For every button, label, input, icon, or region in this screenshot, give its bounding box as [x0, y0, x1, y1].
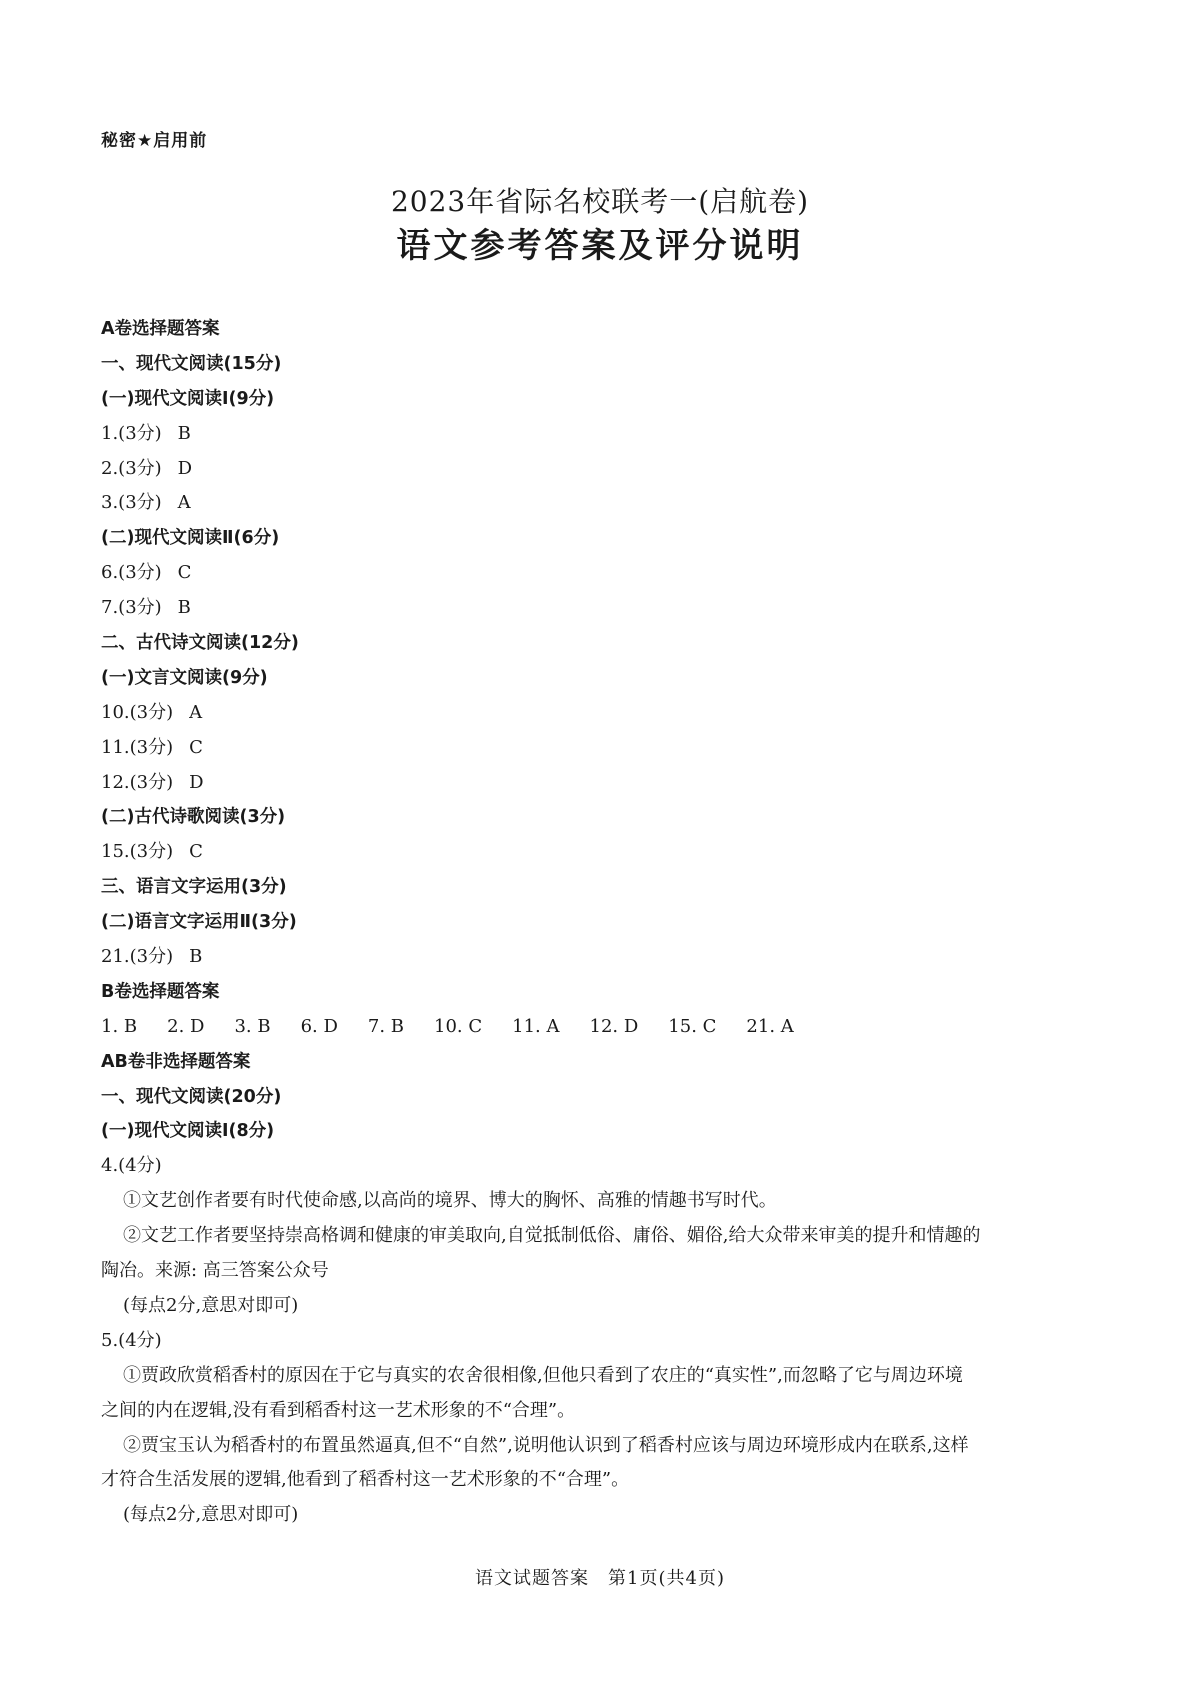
subsection-heading: (一)现代文阅读Ⅰ(8分)	[101, 1121, 275, 1142]
question-label: 7.(3分)	[101, 597, 162, 619]
b-answer: 10. C	[434, 1015, 483, 1037]
b-answer: 15. C	[668, 1015, 717, 1037]
question-label: 2.(3分)	[101, 457, 162, 479]
q5-point-2-cont: 才符合生活发展的逻辑,他看到了稻香村这一艺术形象的不“合理”。	[101, 1469, 630, 1491]
page-footer: 语文试题答案 第1页(共4页)	[475, 1568, 725, 1589]
question-label: 6.(3分)	[101, 562, 162, 584]
exam-title: 2023年省际名校联考一(启航卷)	[390, 185, 810, 218]
answer-line	[101, 835, 1111, 870]
section-heading: 三、语言文字运用(3分)	[101, 877, 287, 898]
section-heading: 一、现代文阅读(15分)	[101, 353, 282, 374]
q4-point-2-cont: 陶冶。来源: 高三答案公众号	[101, 1260, 329, 1282]
answer-line	[101, 731, 1111, 766]
answer-line	[101, 591, 1111, 626]
answer-line	[101, 486, 1111, 521]
answer-value: B	[177, 597, 191, 619]
question-label: 21.(3分)	[101, 946, 174, 968]
answer-line	[101, 940, 1111, 975]
b-answer: 21. A	[746, 1015, 794, 1037]
q5-point-1: ①贾政欣赏稻香村的原因在于它与真实的农舍很相像,但他只看到了农庄的“真实性”,而忽略了它与周边环境	[123, 1364, 963, 1386]
answer-value: C	[189, 736, 203, 758]
b-volume-heading: B卷选择题答案	[101, 981, 220, 1002]
answer-value: B	[177, 422, 191, 444]
question-label: 15.(3分)	[101, 841, 174, 863]
question-label: 12.(3分)	[101, 771, 174, 793]
section-heading: 二、古代诗文阅读(12分)	[101, 633, 299, 654]
answer-value: B	[189, 946, 203, 968]
answer-value: D	[189, 771, 204, 793]
question-label: 11.(3分)	[101, 736, 174, 758]
document-title: 语文参考答案及评分说明	[396, 226, 804, 266]
q4-point-1: ①文艺创作者要有时代使命感,以高尚的境界、博大的胸怀、高雅的情趣书写时代。	[123, 1190, 777, 1212]
b-answer: 6. D	[300, 1015, 338, 1037]
b-answer: 2. D	[167, 1015, 205, 1037]
q5-scoring-note: (每点2分,意思对即可)	[123, 1504, 299, 1526]
question-label: 3.(3分)	[101, 492, 162, 514]
q5-point-1-cont: 之间的内在逻辑,没有看到稻香村这一艺术形象的不“合理”。	[101, 1399, 576, 1421]
question-label: 1.(3分)	[101, 422, 162, 444]
answer-line	[101, 417, 1111, 452]
answer-line	[101, 452, 1111, 487]
subsection-heading: (一)现代文阅读Ⅰ(9分)	[101, 388, 275, 409]
answer-line	[101, 556, 1111, 591]
answer-value: C	[177, 562, 192, 584]
question-4-heading: 4.(4分)	[101, 1155, 162, 1177]
b-answers-row	[101, 1010, 1111, 1045]
answer-value: C	[189, 841, 203, 863]
b-answer: 12. D	[589, 1015, 639, 1037]
answer-value: A	[189, 701, 203, 723]
answer-content	[101, 312, 1111, 1533]
question-5-heading: 5.(4分)	[101, 1329, 162, 1351]
ab-volume-heading: AB卷非选择题答案	[101, 1051, 251, 1072]
q4-scoring-note: (每点2分,意思对即可)	[123, 1294, 299, 1316]
subsection-heading: (二)语言文字运用Ⅱ(3分)	[101, 912, 297, 933]
question-label: 10.(3分)	[101, 701, 174, 723]
q4-point-2: ②文艺工作者要坚持崇高格调和健康的审美取向,自觉抵制低俗、庸俗、媚俗,给大众带来审美的提升和情趣的	[123, 1225, 981, 1247]
answer-value: A	[177, 492, 191, 514]
subsection-heading: (二)现代文阅读Ⅱ(6分)	[101, 528, 280, 549]
section-heading: 一、现代文阅读(20分)	[101, 1086, 282, 1107]
answer-value: D	[177, 457, 193, 479]
answer-line	[101, 766, 1111, 801]
answer-line	[101, 696, 1111, 731]
b-answer: 3. B	[234, 1015, 271, 1037]
secret-mark: 秘密★启用前	[101, 131, 208, 151]
q5-point-2: ②贾宝玉认为稻香村的布置虽然逼真,但不“自然”,说明他认识到了稻香村应该与周边环境形成内在联系,这样	[123, 1434, 969, 1456]
subsection-heading: (一)文言文阅读(9分)	[101, 667, 268, 688]
b-answer: 7. B	[367, 1015, 405, 1037]
a-volume-heading: A卷选择题答案	[101, 319, 220, 339]
subsection-heading: (二)古代诗歌阅读(3分)	[101, 807, 286, 828]
b-answer: 1. B	[101, 1015, 138, 1037]
b-answer: 11. A	[512, 1015, 560, 1037]
